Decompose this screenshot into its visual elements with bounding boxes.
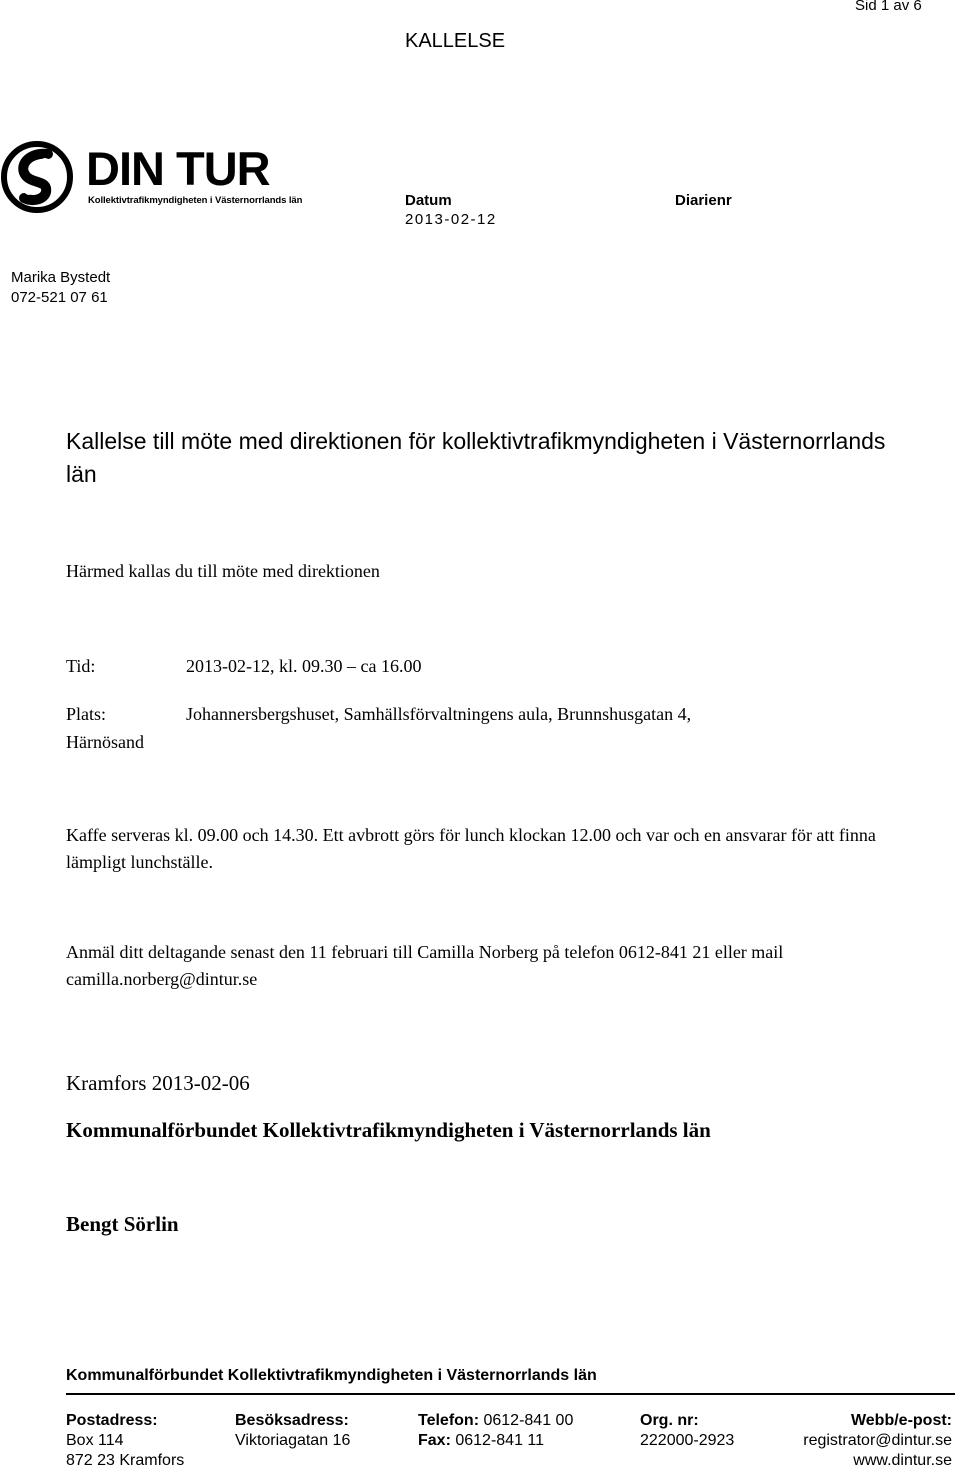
- time-label: Tid:: [66, 656, 96, 676]
- footer-orgnr-value: 222000-2923: [640, 1432, 735, 1449]
- footer-postal-line2: 872 23 Kramfors: [66, 1452, 185, 1469]
- coffee-lunch-paragraph: Kaffe serveras kl. 09.00 och 14.30. Ett avbrott görs för lunch klockan 12.00 och var och en ansvarar för att finna lämpligt lunchställe.: [66, 825, 876, 872]
- signature-name: Bengt Sörlin: [66, 1212, 179, 1236]
- footer-fax-label: Fax:: [418, 1432, 451, 1449]
- footer-postal-line1: Box 114: [66, 1432, 124, 1449]
- place-date: Kramfors 2013-02-06: [66, 1071, 250, 1095]
- footer-visit-line1: Viktoriagatan 16: [235, 1432, 351, 1449]
- contact-phone: 072-521 07 61: [11, 289, 108, 306]
- footer-phone-value: 0612-841 00: [483, 1412, 574, 1429]
- footer-phone: [418, 1411, 573, 1431]
- registration-paragraph: Anmäl ditt deltagande senast den 11 februari till Camilla Norberg på telefon 0612-841 21 eller mail camilla.norberg@dintur.se: [66, 942, 784, 989]
- logo-emblem-icon: [0, 140, 80, 215]
- footer-web: www.dintur.se: [853, 1452, 952, 1469]
- din-tur-logo: [0, 140, 305, 215]
- footer-web-label: Webb/e-post:: [850, 1412, 952, 1429]
- diarienr-label: Diarienr: [675, 192, 732, 209]
- intro-text: Härmed kallas du till möte med direktionen: [66, 561, 380, 581]
- letter-title: Kallelse till möte med direktionen för kollektivtrafikmyndigheten i Västernorrlands län: [66, 428, 886, 487]
- place-value-continued: Härnösand: [66, 732, 144, 752]
- footer-phone-label: Telefon:: [418, 1412, 480, 1429]
- footer-divider: [66, 1393, 955, 1395]
- footer-postal-label: Postadress:: [66, 1412, 158, 1429]
- date-value: 2013-02-12: [405, 211, 497, 228]
- document-type: KALLELSE: [405, 30, 506, 52]
- footer-orgnr-label: Org. nr:: [640, 1412, 699, 1429]
- place-label: Plats:: [66, 704, 107, 724]
- footer-visit-label: Besöksadress:: [235, 1412, 349, 1429]
- logo-subtitle: Kollektivtrafikmyndigheten i Västernorrlands län: [88, 195, 303, 206]
- footer-fax-value: 0612-841 11: [455, 1432, 545, 1449]
- footer-organization: Kommunalförbundet Kollektivtrafikmyndigheten i Västernorrlands län: [66, 1367, 597, 1384]
- footer-fax: [418, 1431, 544, 1451]
- time-value: 2013-02-12, kl. 09.30 – ca 16.00: [186, 656, 422, 676]
- place-value: Johannersbergshuset, Samhällsförvaltningens aula, Brunnshusgatan 4,: [186, 704, 692, 724]
- logo-name: DIN TUR: [86, 142, 270, 195]
- page-number: Sid 1 av 6: [855, 0, 922, 14]
- contact-name: Marika Bystedt: [11, 269, 111, 286]
- footer-email: registrator@dintur.se: [803, 1432, 952, 1449]
- date-label: Datum: [405, 192, 452, 209]
- organization-name: Kommunalförbundet Kollektivtrafikmyndigheten i Västernorrlands län: [66, 1118, 711, 1142]
